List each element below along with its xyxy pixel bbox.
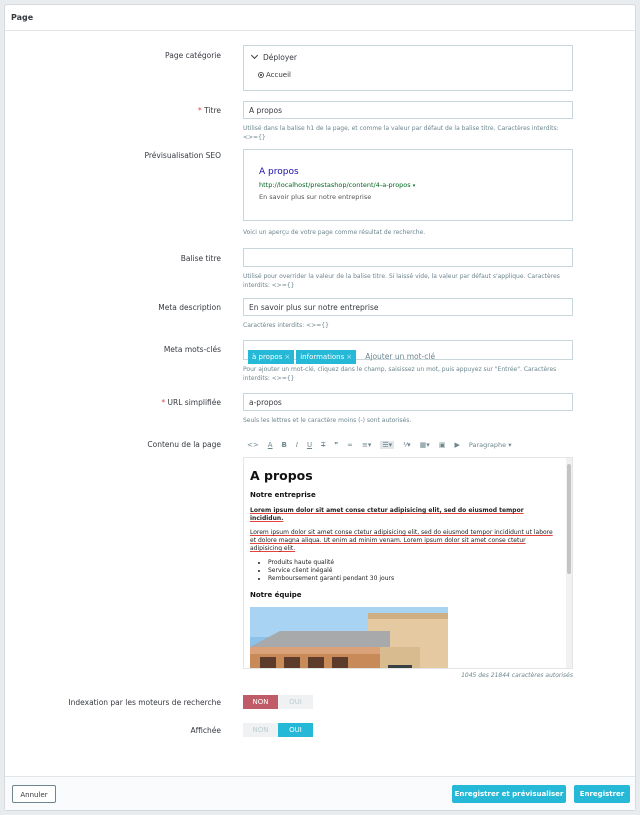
- image-icon[interactable]: ▣: [438, 441, 446, 449]
- code-icon[interactable]: <>: [247, 441, 259, 449]
- chevron-down-icon: [251, 52, 258, 59]
- cms-page-panel: [4, 4, 636, 811]
- meta-description-help: Caractères interdits: <>={}: [243, 322, 329, 329]
- seo-preview-box: [243, 149, 573, 221]
- table-icon[interactable]: ▦▾: [419, 441, 430, 449]
- panel-title: Page: [5, 5, 635, 31]
- rewrite-input[interactable]: a-propos: [243, 393, 573, 411]
- content-paragraph: Lorem ipsum dolor sit amet conse ctetur adipisicing elit, sed do eiusmod tempor incididun.: [250, 507, 524, 522]
- media-icon[interactable]: ▶: [454, 441, 460, 449]
- title-input[interactable]: A propos: [243, 101, 573, 119]
- content-paragraph: Lorem ipsum dolor sit amet conse ctetur adipisicing elit, sed do eiusmod tempor incididunt ut labore et dolore magna aliqua. Ut enim ad minim venam. Lorem ipsum dolor sit amet conse ctetur adipisicing elit.: [250, 529, 553, 552]
- keyword-placeholder[interactable]: Ajouter un mot-clé: [365, 352, 436, 361]
- text-color-icon[interactable]: A: [267, 441, 273, 449]
- rewrite-label: * URL simplifiée: [161, 398, 221, 407]
- list-item: • Service client inégalé: [268, 567, 558, 575]
- content-subheading: Notre équipe: [250, 591, 302, 599]
- building-image: [250, 607, 448, 669]
- category-label: Page catégorie: [165, 51, 221, 60]
- indexation-label: Indexation par les moteurs de recherche: [68, 698, 221, 707]
- meta-title-label: Balise titre: [180, 254, 221, 263]
- keyword-tag[interactable]: informations ×: [296, 350, 356, 364]
- category-option[interactable]: Accueil: [244, 62, 572, 79]
- strikethrough-icon[interactable]: T: [321, 441, 326, 449]
- remove-tag-icon[interactable]: ×: [346, 353, 353, 361]
- indexation-no[interactable]: NON: [243, 695, 278, 709]
- title-help: Utilisé dans la balise h1 de la page, et comme la valeur par défaut de la balise titre. Caractères interdits: <>={}: [243, 125, 559, 141]
- bold-icon[interactable]: B: [281, 441, 287, 449]
- bullet-list-icon[interactable]: ☰▾: [382, 441, 393, 449]
- content-subheading: Notre entreprise: [250, 491, 316, 499]
- save-button[interactable]: Enregistrer: [574, 785, 630, 803]
- underline-icon[interactable]: U: [306, 441, 313, 449]
- quote-icon[interactable]: ❞: [334, 441, 339, 449]
- list-item: • Remboursement garanti pendant 30 jours: [268, 575, 558, 583]
- meta-title-input[interactable]: [243, 248, 573, 267]
- list-item: • Produits haute qualité: [268, 559, 558, 567]
- panel-footer: [5, 776, 635, 810]
- editor-scrollbar[interactable]: [566, 458, 572, 668]
- align-icon[interactable]: ≡▾: [361, 441, 372, 449]
- content-editor[interactable]: [243, 457, 573, 669]
- meta-description-label: Meta description: [158, 303, 221, 312]
- active-toggle[interactable]: [243, 723, 313, 737]
- meta-title-help: Utilisé pour overrider la valeur de la balise titre. Si laissé vide, la valeur par défaut s'applique. Caractères interdits: <>={}: [243, 273, 560, 289]
- save-and-preview-button[interactable]: Enregistrer et prévisualiser: [452, 785, 566, 803]
- link-icon[interactable]: ∞: [347, 441, 353, 449]
- expand-toggle[interactable]: Déployer: [244, 46, 572, 62]
- content-heading: A propos: [250, 468, 313, 483]
- keywords-input[interactable]: [243, 340, 573, 360]
- seo-help: Voici un aperçu de votre page comme résultat de recherche.: [243, 229, 426, 236]
- keywords-help: Pour ajouter un mot-clé, cliquez dans le champ, saisissez un mot, puis appuyez sur "Entrée". Caractères interdits: <>={}: [243, 366, 557, 382]
- editor-toolbar: [243, 437, 573, 453]
- rewrite-help: Seuls les lettres et le caractère moins (-) sont autorisés.: [243, 417, 412, 424]
- format-select[interactable]: Paragraphe ▾: [468, 441, 512, 449]
- seo-label: Prévisualisation SEO: [144, 151, 221, 160]
- indexation-yes[interactable]: OUI: [278, 695, 313, 709]
- active-label: Affichée: [190, 726, 221, 735]
- keyword-tag[interactable]: à propos ×: [248, 350, 294, 364]
- seo-title: A propos: [259, 167, 299, 177]
- active-yes[interactable]: OUI: [278, 723, 313, 737]
- char-counter: 1045 des 21844 caractères autorisés: [461, 672, 573, 679]
- content-list: [250, 559, 558, 583]
- numbered-list-icon[interactable]: ⅟▾: [403, 441, 411, 449]
- indexation-toggle[interactable]: [243, 695, 313, 709]
- keywords-label: Meta mots-clés: [163, 345, 221, 354]
- remove-tag-icon[interactable]: ×: [284, 353, 291, 361]
- italic-icon[interactable]: I: [295, 441, 298, 449]
- category-tree: [243, 45, 573, 91]
- meta-description-input[interactable]: En savoir plus sur notre entreprise: [243, 298, 573, 316]
- cancel-button[interactable]: Annuler: [12, 785, 56, 803]
- title-label: * Titre: [197, 106, 221, 115]
- radio-icon: [258, 72, 264, 78]
- content-label: Contenu de la page: [147, 440, 221, 449]
- seo-url: http://localhost/prestashop/content/4-a-propos ▾: [259, 181, 416, 189]
- active-no[interactable]: NON: [243, 723, 278, 737]
- seo-description: En savoir plus sur notre entreprise: [259, 193, 372, 201]
